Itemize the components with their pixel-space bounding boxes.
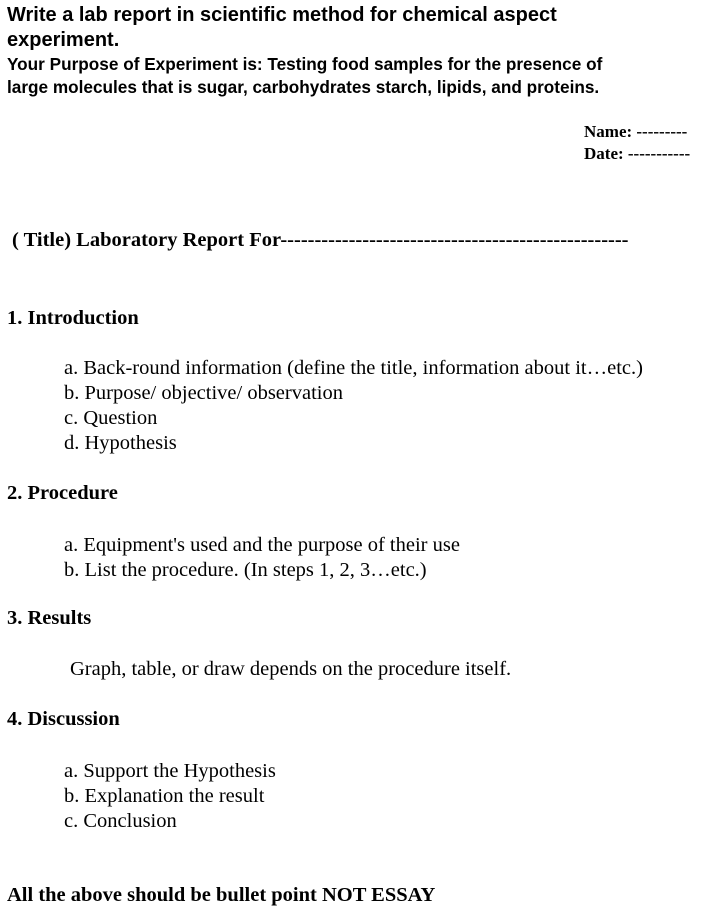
introduction-item: a. Back-round information (define the title, information about it…etc.) <box>64 357 643 379</box>
discussion-item: c. Conclusion <box>64 810 177 832</box>
heading-line-1: Write a lab report in scientific method for chemical aspect <box>7 4 557 26</box>
procedure-item: b. List the procedure. (In steps 1, 2, 3…etc.) <box>64 559 427 581</box>
name-field: Name: --------- <box>584 122 688 141</box>
section-introduction-heading: 1. Introduction <box>7 307 139 329</box>
introduction-item: d. Hypothesis <box>64 432 177 454</box>
introduction-item: b. Purpose/ objective/ observation <box>64 382 343 404</box>
purpose-statement <box>7 53 602 99</box>
results-description: Graph, table, or draw depends on the procedure itself. <box>70 658 512 680</box>
section-procedure-heading: 2. Procedure <box>7 482 118 504</box>
section-discussion-heading: 4. Discussion <box>7 708 120 730</box>
procedure-item: a. Equipment's used and the purpose of their use <box>64 534 460 556</box>
format-note: All the above should be bullet point NOT ESSAY <box>7 884 436 906</box>
section-results-heading: 3. Results <box>7 607 92 629</box>
heading-line-2: experiment. <box>7 29 120 51</box>
introduction-item: c. Question <box>64 407 158 429</box>
assignment-heading <box>7 3 557 53</box>
date-field: Date: ----------- <box>584 144 691 163</box>
purpose-line-2: large molecules that is sugar, carbohydrates starch, lipids, and proteins. <box>7 77 600 97</box>
report-title-line: ( Title) Laboratory Report For--------------------------------------------------- <box>12 229 629 251</box>
discussion-item: b. Explanation the result <box>64 785 265 807</box>
discussion-item: a. Support the Hypothesis <box>64 760 276 782</box>
purpose-line-1: Your Purpose of Experiment is: Testing food samples for the presence of <box>7 54 603 74</box>
